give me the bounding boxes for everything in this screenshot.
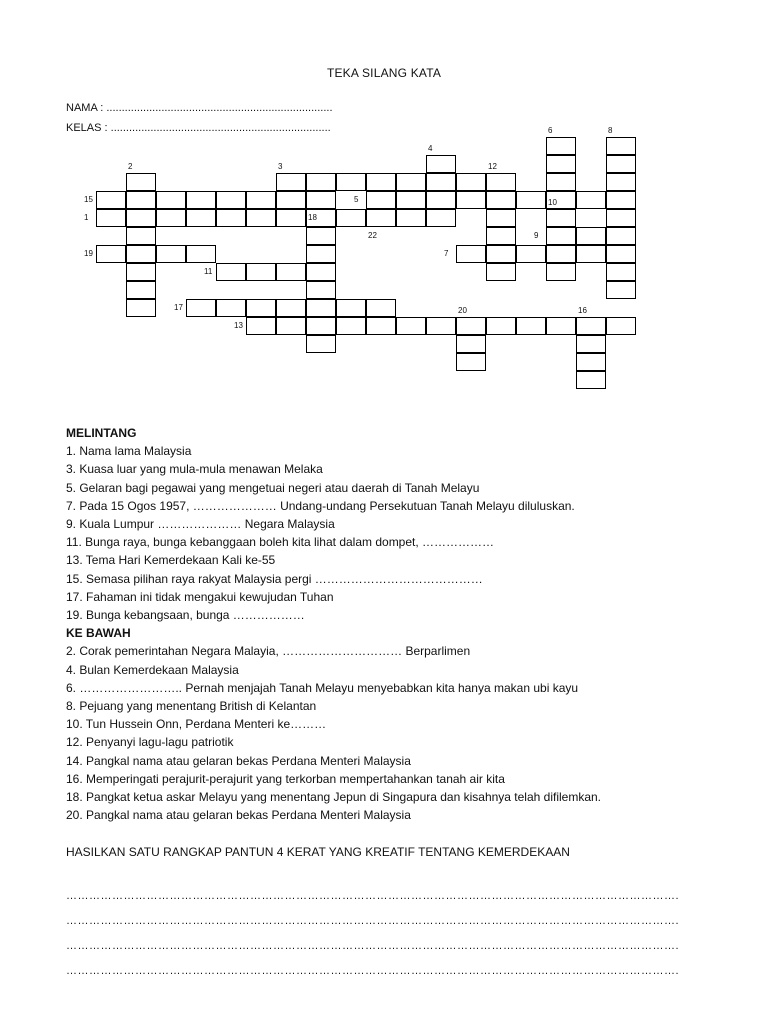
- crossword-cell[interactable]: [606, 191, 636, 209]
- crossword-cell[interactable]: [576, 245, 606, 263]
- clue-melintang: 7. Pada 15 Ogos 1957, ………………… Undang-undang Persekutuan Tanah Melayu diluluskan.: [66, 498, 575, 513]
- crossword-cell[interactable]: [96, 191, 126, 209]
- crossword-cell[interactable]: [366, 317, 396, 335]
- crossword-cell[interactable]: [486, 191, 516, 209]
- crossword-cell[interactable]: [576, 353, 606, 371]
- crossword-cell[interactable]: [306, 263, 336, 281]
- crossword-cell[interactable]: [546, 173, 576, 191]
- crossword-cell[interactable]: [486, 227, 516, 245]
- crossword-cell[interactable]: [606, 281, 636, 299]
- crossword-cell[interactable]: [606, 245, 636, 263]
- clue-kebawah: 20. Pangkal nama atau gelaran bekas Perdana Menteri Malaysia: [66, 808, 411, 823]
- crossword-cell[interactable]: [306, 281, 336, 299]
- crossword-cell[interactable]: [606, 155, 636, 173]
- crossword-cell[interactable]: [246, 191, 276, 209]
- kelas-field[interactable]: KELAS : ........................................................................: [66, 122, 331, 134]
- answer-line[interactable]: …………………………………………………………………………………………………………………………………………….: [66, 965, 680, 977]
- crossword-cell[interactable]: [366, 299, 396, 317]
- melintang-heading: MELINTANG: [66, 426, 137, 440]
- clue-melintang: 15. Semasa pilihan raya rakyat Malaysia pergi ……………………………………: [66, 571, 483, 586]
- clue-melintang: 9. Kuala Lumpur ………………… Negara Malaysia: [66, 517, 335, 532]
- crossword-cell[interactable]: [456, 353, 486, 371]
- clue-number: 6: [548, 126, 553, 135]
- crossword-cell[interactable]: [246, 209, 276, 227]
- crossword-cell[interactable]: [576, 335, 606, 353]
- crossword-cell[interactable]: [306, 317, 336, 335]
- clue-melintang: 17. Fahaman ini tidak mengakui kewujudan Tuhan: [66, 589, 334, 604]
- clue-melintang: 1. Nama lama Malaysia: [66, 444, 192, 459]
- crossword-cell[interactable]: [156, 209, 186, 227]
- clue-number: 11: [204, 267, 213, 276]
- pantun-instruction: HASILKAN SATU RANGKAP PANTUN 4 KERAT YANG KREATIF TENTANG KEMERDEKAAN: [66, 845, 570, 859]
- crossword-cell[interactable]: [186, 209, 216, 227]
- clue-kebawah: 18. Pangkat ketua askar Melayu yang menentang Jepun di Singapura dan kisahnya telah difilemkan.: [66, 790, 602, 805]
- crossword-cell[interactable]: [396, 191, 426, 209]
- crossword-cell[interactable]: [156, 191, 186, 209]
- answer-line[interactable]: …………………………………………………………………………………………………………………………………………….: [66, 940, 680, 952]
- crossword-cell[interactable]: [96, 209, 126, 227]
- clue-number: 4: [428, 144, 433, 153]
- crossword-cell[interactable]: [546, 317, 576, 335]
- crossword-cell[interactable]: [456, 191, 486, 209]
- crossword-cell[interactable]: [126, 191, 156, 209]
- crossword-cell[interactable]: [606, 137, 636, 155]
- crossword-cell[interactable]: [486, 317, 516, 335]
- clue-number: 16: [578, 306, 587, 315]
- crossword-cell[interactable]: [426, 209, 456, 227]
- clue-list: [66, 424, 601, 824]
- crossword-cell[interactable]: [606, 173, 636, 191]
- crossword-cell[interactable]: [456, 317, 486, 335]
- clue-number: 5: [354, 195, 359, 204]
- crossword-cell[interactable]: [216, 263, 246, 281]
- clue-number: 3: [278, 162, 283, 171]
- crossword-cell[interactable]: [486, 173, 516, 191]
- clue-number: 7: [444, 249, 449, 258]
- clue-number: 22: [368, 231, 377, 240]
- clue-melintang: 13. Tema Hari Kemerdekaan Kali ke-55: [66, 553, 276, 568]
- crossword-cell[interactable]: [486, 263, 516, 281]
- crossword-cell[interactable]: [396, 317, 426, 335]
- answer-line[interactable]: …………………………………………………………………………………………………………………………………………….: [66, 915, 680, 927]
- crossword-cell[interactable]: [306, 173, 336, 191]
- crossword-cell[interactable]: [606, 263, 636, 281]
- crossword-cell[interactable]: [516, 191, 546, 209]
- nama-field[interactable]: NAMA : ..........................................................................: [66, 102, 333, 114]
- crossword-cell[interactable]: [546, 263, 576, 281]
- crossword-grid: [0, 0, 768, 470]
- crossword-cell[interactable]: [516, 317, 546, 335]
- clue-number: 20: [458, 306, 467, 315]
- clue-kebawah: 6. …………………….. Pernah menjajah Tanah Melayu menyebabkan kita hanya makan ubi kayu: [66, 680, 579, 695]
- clue-kebawah: 8. Pejuang yang menentang British di Kelantan: [66, 699, 317, 714]
- crossword-cell[interactable]: [546, 245, 576, 263]
- crossword-cell[interactable]: [246, 317, 276, 335]
- answer-line[interactable]: …………………………………………………………………………………………………………………………………………….: [66, 890, 680, 902]
- crossword-cell[interactable]: [486, 209, 516, 227]
- crossword-cell[interactable]: [366, 209, 396, 227]
- crossword-cell[interactable]: [606, 227, 636, 245]
- clue-number: 2: [128, 162, 133, 171]
- crossword-cell[interactable]: [186, 299, 216, 317]
- crossword-cell[interactable]: [396, 173, 426, 191]
- crossword-cell[interactable]: [336, 209, 366, 227]
- crossword-cell[interactable]: [126, 245, 156, 263]
- crossword-cell[interactable]: [336, 299, 366, 317]
- crossword-cell[interactable]: [216, 299, 246, 317]
- crossword-cell[interactable]: [576, 317, 606, 335]
- clue-kebawah: 2. Corak pemerintahan Negara Malayia, ………………………… Berparlimen: [66, 644, 471, 659]
- crossword-cell[interactable]: [576, 371, 606, 389]
- crossword-cell[interactable]: [306, 299, 336, 317]
- crossword-cell[interactable]: [456, 173, 486, 191]
- clue-number: 8: [608, 126, 613, 135]
- crossword-cell[interactable]: [276, 173, 306, 191]
- clue-melintang: 19. Bunga kebangsaan, bunga ………………: [66, 608, 305, 623]
- crossword-cell[interactable]: [126, 263, 156, 281]
- crossword-cell[interactable]: [576, 227, 606, 245]
- clue-number: 12: [488, 162, 497, 171]
- clue-melintang: 11. Bunga raya, bunga kebanggaan boleh kita lihat dalam dompet, ………………: [66, 535, 495, 550]
- crossword-cell[interactable]: [186, 245, 216, 263]
- crossword-cell[interactable]: [426, 155, 456, 173]
- clue-melintang: 3. Kuasa luar yang mula-mula menawan Melaka: [66, 462, 323, 477]
- clue-kebawah: 12. Penyanyi lagu-lagu patriotik: [66, 735, 234, 750]
- crossword-cell[interactable]: [546, 209, 576, 227]
- crossword-cell[interactable]: [126, 281, 156, 299]
- crossword-cell[interactable]: [396, 209, 426, 227]
- crossword-cell[interactable]: [546, 227, 576, 245]
- crossword-cell[interactable]: [456, 335, 486, 353]
- crossword-cell[interactable]: [306, 245, 336, 263]
- crossword-cell[interactable]: [546, 137, 576, 155]
- crossword-cell[interactable]: [276, 263, 306, 281]
- crossword-cell[interactable]: [306, 227, 336, 245]
- crossword-cell[interactable]: [336, 317, 366, 335]
- clue-number: 17: [174, 303, 183, 312]
- crossword-cell[interactable]: [156, 245, 186, 263]
- crossword-cell[interactable]: [306, 191, 336, 209]
- crossword-cell[interactable]: [276, 299, 306, 317]
- crossword-cell[interactable]: [126, 299, 156, 317]
- clue-number: 10: [548, 198, 557, 207]
- clue-number: 19: [84, 249, 93, 258]
- crossword-cell[interactable]: [216, 209, 246, 227]
- crossword-cell[interactable]: [126, 173, 156, 191]
- crossword-cell[interactable]: [186, 191, 216, 209]
- crossword-cell[interactable]: [216, 191, 246, 209]
- crossword-cell[interactable]: [276, 191, 306, 209]
- clue-kebawah: 14. Pangkal nama atau gelaran bekas Perdana Menteri Malaysia: [66, 753, 411, 768]
- clue-number: 15: [84, 195, 93, 204]
- crossword-cell[interactable]: [126, 227, 156, 245]
- page-title: TEKA SILANG KATA: [326, 66, 442, 80]
- clue-number: 1: [84, 213, 89, 222]
- crossword-cell[interactable]: [516, 245, 546, 263]
- clue-number: 18: [308, 213, 317, 222]
- crossword-cell[interactable]: [336, 173, 366, 191]
- clue-kebawah: 4. Bulan Kemerdekaan Malaysia: [66, 662, 239, 677]
- clue-kebawah: 10. Tun Hussein Onn, Perdana Menteri ke………: [66, 717, 327, 732]
- crossword-cell[interactable]: [546, 155, 576, 173]
- crossword-cell[interactable]: [276, 209, 306, 227]
- crossword-cell[interactable]: [366, 191, 396, 209]
- clue-number: 13: [234, 321, 243, 330]
- crossword-cell[interactable]: [576, 191, 606, 209]
- crossword-cell[interactable]: [426, 317, 456, 335]
- crossword-cell[interactable]: [426, 173, 456, 191]
- crossword-cell[interactable]: [606, 317, 636, 335]
- crossword-cell[interactable]: [96, 245, 126, 263]
- crossword-cell[interactable]: [456, 245, 486, 263]
- crossword-cell[interactable]: [126, 209, 156, 227]
- crossword-cell[interactable]: [246, 263, 276, 281]
- crossword-cell[interactable]: [306, 335, 336, 353]
- crossword-cell[interactable]: [486, 245, 516, 263]
- crossword-cell[interactable]: [426, 191, 456, 209]
- crossword-cell[interactable]: [606, 209, 636, 227]
- clue-kebawah: 16. Memperingati perajurit-perajurit yang terkorban mempertahankan tanah air kita: [66, 771, 505, 786]
- clue-melintang: 5. Gelaran bagi pegawai yang mengetuai negeri atau daerah di Tanah Melayu: [66, 480, 480, 495]
- kebawah-heading: KE BAWAH: [66, 626, 131, 641]
- crossword-cell[interactable]: [366, 173, 396, 191]
- crossword-cell[interactable]: [276, 317, 306, 335]
- clue-number: 9: [534, 231, 539, 240]
- crossword-cell[interactable]: [246, 299, 276, 317]
